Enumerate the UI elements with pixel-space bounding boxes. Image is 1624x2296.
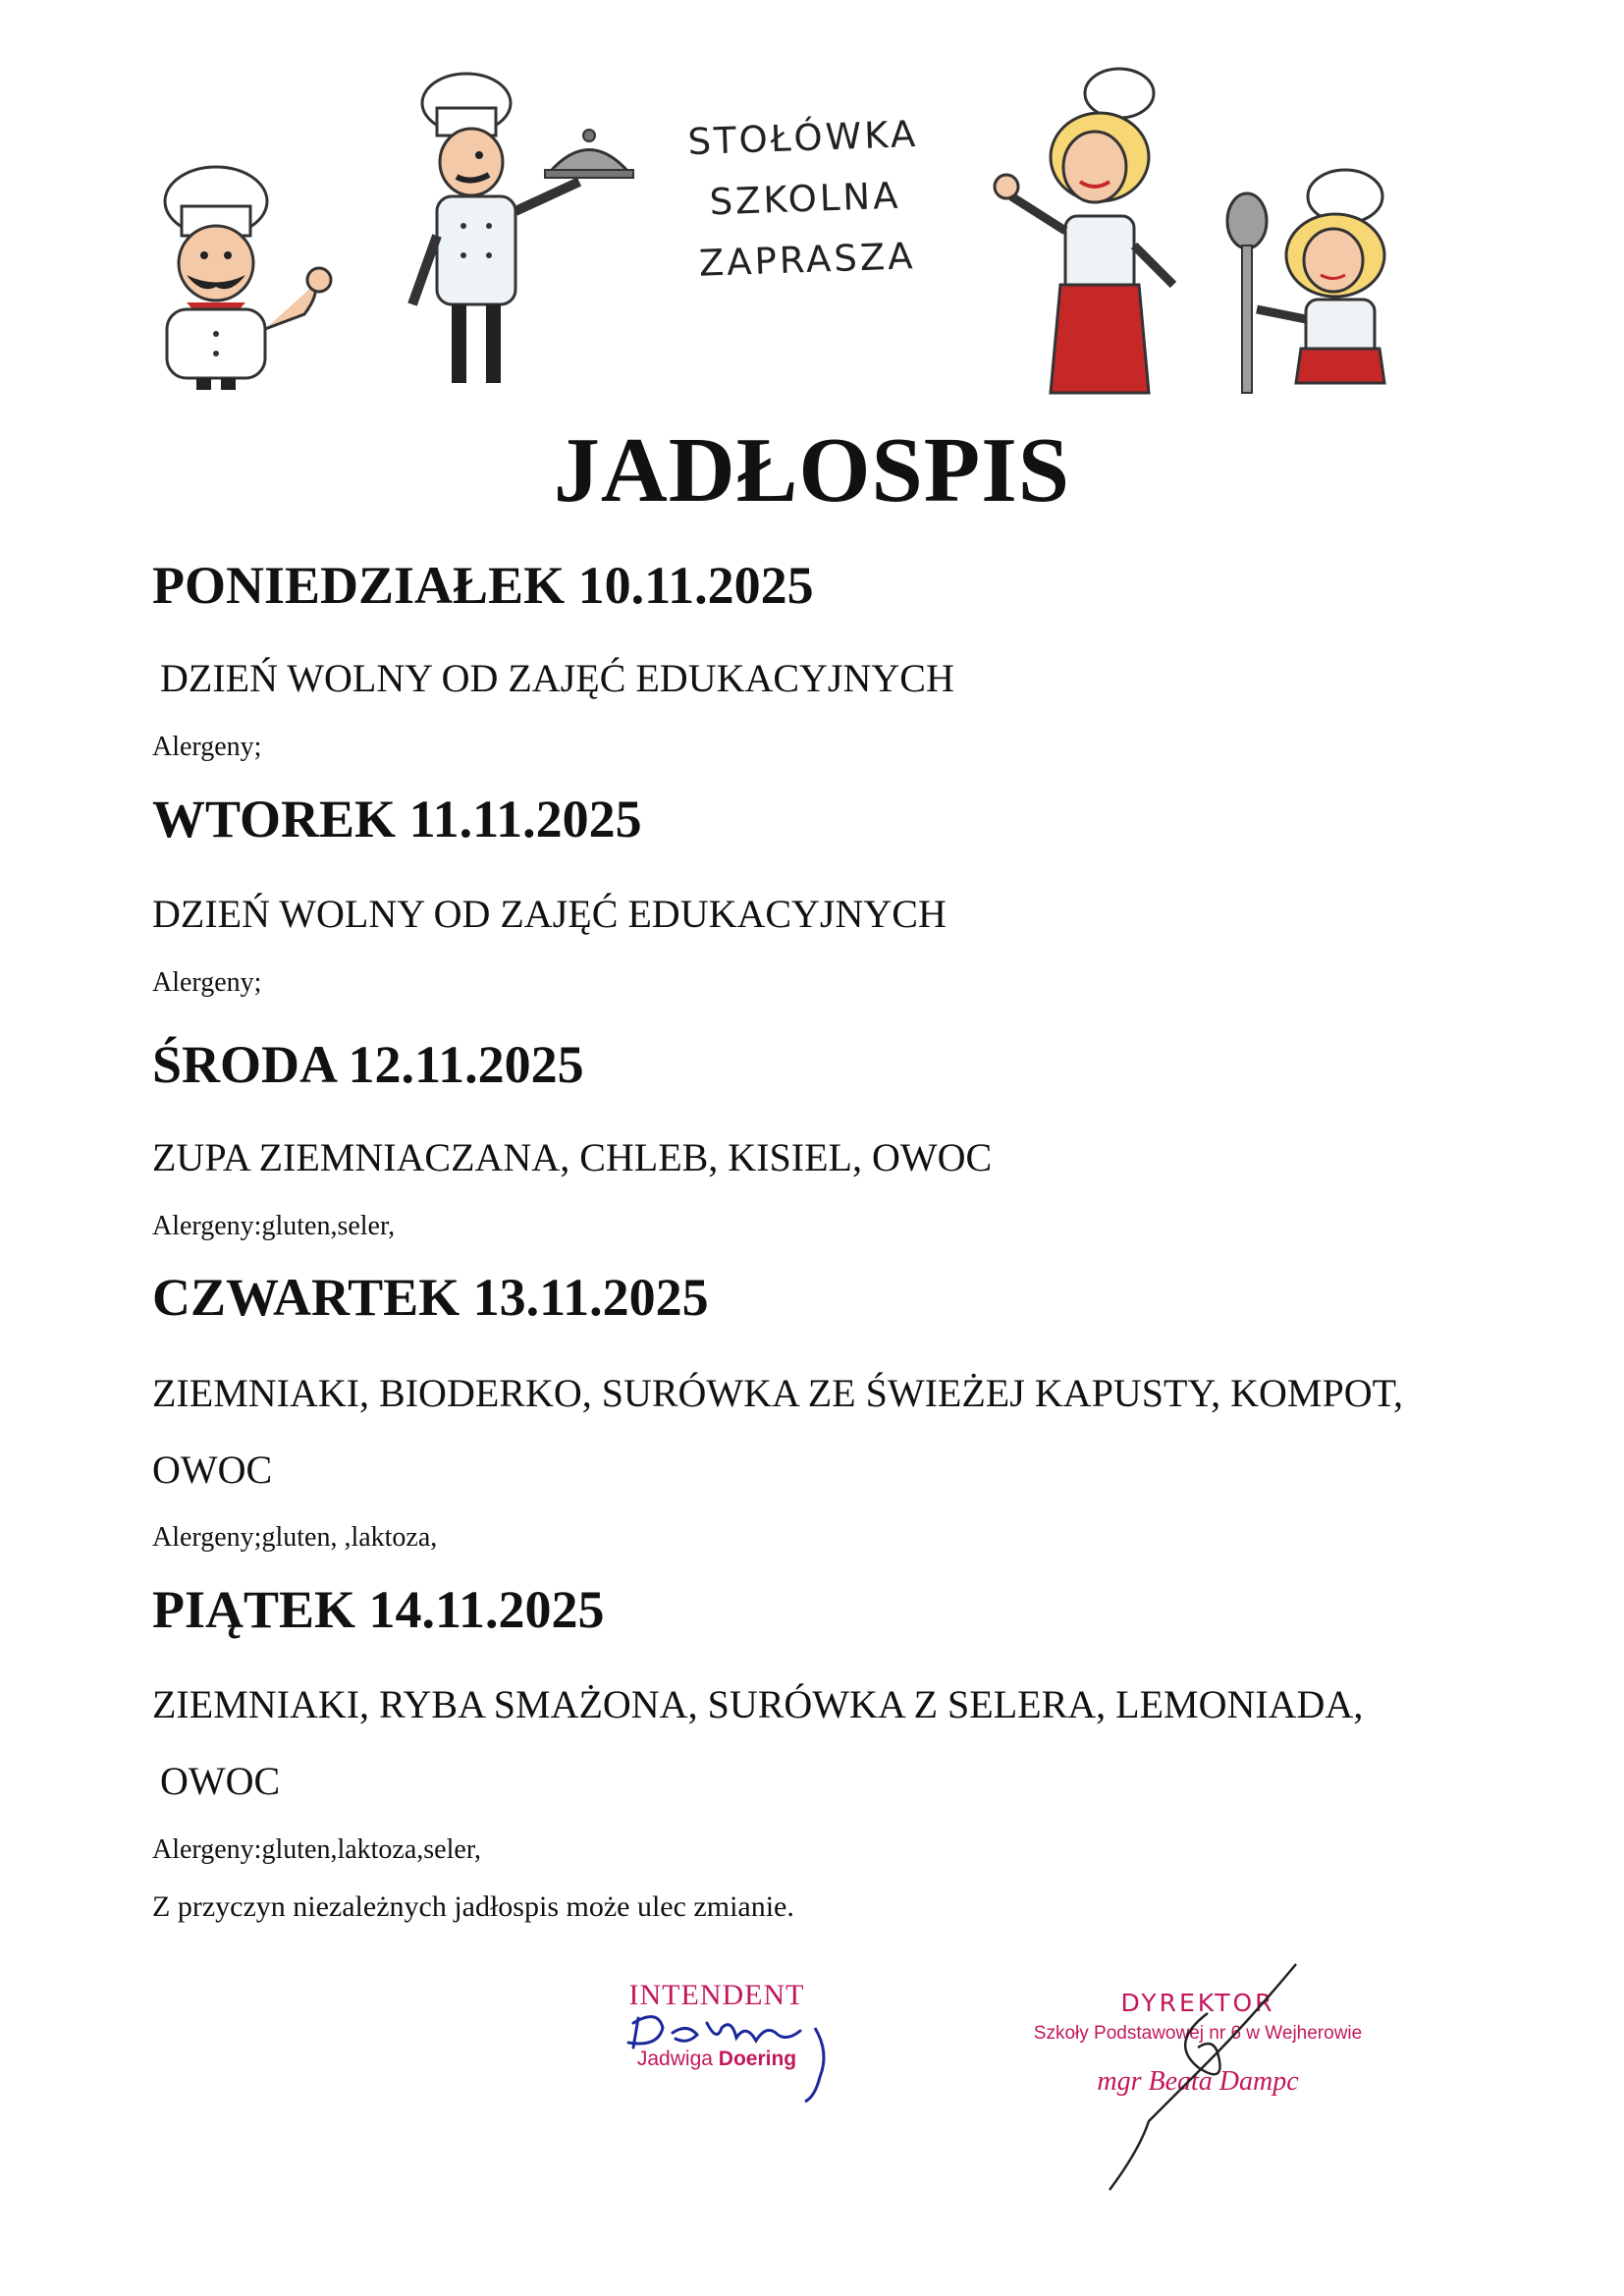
director-signature [1090,1954,1316,2200]
day-heading-thursday: CZWARTEK 13.11.2025 [152,1268,709,1327]
day-heading-wednesday: ŚRODA 12.11.2025 [152,1035,584,1094]
menu-line-monday: DZIEŃ WOLNY OD ZAJĘĆ EDUKACYJNYCH [160,656,954,700]
allergens-wednesday: Alergeny:gluten,seler, [152,1211,396,1241]
allergens-friday: Alergeny:gluten,laktoza,seler, [152,1834,482,1865]
chef-with-cloche-illustration [403,59,658,393]
menu-line-thursday: OWOC [152,1448,273,1492]
day-heading-monday: PONIEDZIAŁEK 10.11.2025 [152,556,814,615]
menu-line-thursday: ZIEMNIAKI, BIODERKO, SURÓWKA ZE ŚWIEŻEJ KAPUSTY, KOMPOT, [152,1371,1404,1415]
allergens-tuesday: Alergeny; [152,967,262,998]
page-title: JADŁOSPIS [553,419,1071,521]
menu-line-tuesday: DZIEŃ WOLNY OD ZAJĘĆ EDUKACYJNYCH [152,892,947,936]
intendent-signature [619,2003,844,2111]
menu-line-friday: ZIEMNIAKI, RYBA SMAŻONA, SURÓWKA Z SELERA, LEMONIADA, [152,1682,1364,1726]
director-school: Szkoły Podstawowej nr 6 w Wejherowie [1033,2023,1363,2044]
menu-line-friday: OWOC [160,1759,281,1803]
director-role: DYREKTOR [1120,1989,1275,2017]
banner-line: STOŁÓWKA [686,112,919,164]
menu-line-wednesday: ZUPA ZIEMNIACZANA, CHLEB, KISIEL, OWOC [152,1135,993,1179]
director-name: mgr Beata Dampc [1097,2066,1299,2097]
allergens-thursday: Alergeny;gluten, ,laktoza, [152,1522,438,1553]
chef-girl-with-spoon-illustration [1208,162,1424,398]
banner-title [640,102,970,296]
intendent-role: INTENDENT [628,1979,805,2011]
banner-line: SZKOLNA [708,174,902,224]
intendent-last-name: Doering [718,2048,797,2070]
chef-woman-illustration [992,59,1208,403]
disclaimer-note: Z przyczyn niezależnych jadłospis może ulec zmianie. [152,1890,794,1923]
day-heading-friday: PIĄTEK 14.11.2025 [152,1580,605,1639]
day-heading-tuesday: WTOREK 11.11.2025 [152,790,642,848]
banner-line: ZAPRASZA [698,235,917,285]
intendent-first-name: Jadwiga [636,2048,713,2070]
chef-left-illustration [137,147,373,393]
allergens-monday: Alergeny; [152,732,262,762]
